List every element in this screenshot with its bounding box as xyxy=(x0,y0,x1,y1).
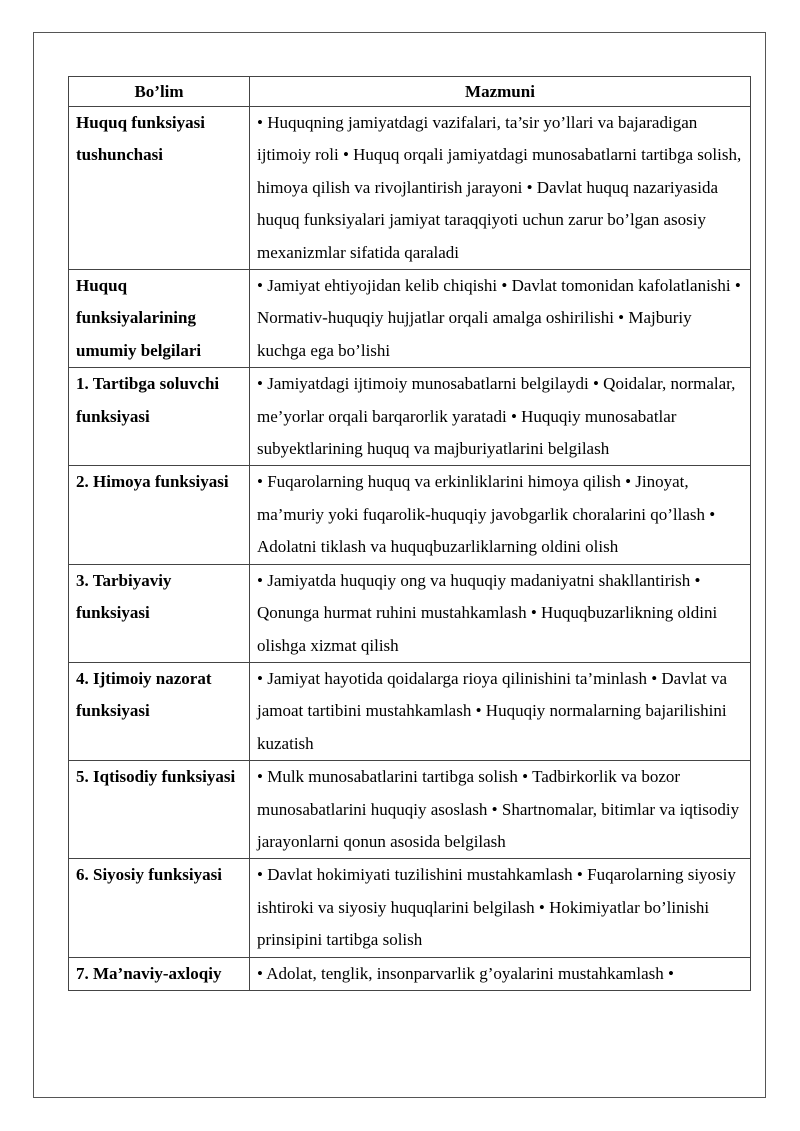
row-section-label: 4. Ijtimoiy nazorat funksiyasi xyxy=(69,662,250,760)
row-content-text: • Mulk munosabatlarini tartibga solish • Tadbirkorlik va bozor munosabatlarini huquqiy asoslash • Shartnomalar, bitimlar va iqtisodiy jarayonlarni qonun asosida belgilash xyxy=(250,761,751,859)
row-content-text: • Davlat hokimiyati tuzilishini mustahkamlash • Fuqarolarning siyosiy ishtiroki va siyosiy huquqlarini belgilash • Hokimiyatlar bo’linishi prinsipini tartibga solish xyxy=(250,859,751,957)
column-header-section: Bo’lim xyxy=(69,77,250,107)
row-section-label: Huquq funksiyasi tushunchasi xyxy=(69,107,250,270)
row-content-text: • Jamiyat hayotida qoidalarga rioya qilinishini ta’minlash • Davlat va jamoat tartibini mustahkamlash • Huquqiy normalarning bajarilishini kuzatish xyxy=(250,662,751,760)
row-section-label: 5. Iqtisodiy funksiyasi xyxy=(69,761,250,859)
table-header-row xyxy=(69,77,751,107)
table-row xyxy=(69,662,751,760)
table-row xyxy=(69,368,751,466)
functions-table xyxy=(68,76,751,991)
table-row xyxy=(69,761,751,859)
row-content-text: • Jamiyatdagi ijtimoiy munosabatlarni belgilaydi • Qoidalar, normalar, me’yorlar orqali barqarorlik yaratadi • Huquqiy munosabatlar subyektlarining huquq va majburiyatlarini belgilash xyxy=(250,368,751,466)
row-section-label: 6. Siyosiy funksiyasi xyxy=(69,859,250,957)
row-content-text: • Huquqning jamiyatdagi vazifalari, ta’sir yo’llari va bajaradigan ijtimoiy roli • Huquq orqali jamiyatdagi munosabatlarni tartibga solish, himoya qilish va rivojlantirish jarayoni • Davlat huquq nazariyasida huquq funksiyalari jamiyat taraqqiyoti uchun zarur bo’lgan asosiy mexanizmlar sifatida qaraladi xyxy=(250,107,751,270)
table-row xyxy=(69,466,751,564)
table-row xyxy=(69,564,751,662)
row-section-label: 2. Himoya funksiyasi xyxy=(69,466,250,564)
table-row xyxy=(69,859,751,957)
column-header-content: Mazmuni xyxy=(250,77,751,107)
table-row xyxy=(69,107,751,270)
table-row xyxy=(69,957,751,990)
row-content-text: • Jamiyatda huquqiy ong va huquqiy madaniyatni shakllantirish • Qonunga hurmat ruhini mustahkamlash • Huquqbuzarlikning oldini olishga xizmat qilish xyxy=(250,564,751,662)
row-section-label: 7. Ma’naviy-axloqiy xyxy=(69,957,250,990)
table-row xyxy=(69,270,751,368)
row-section-label: 3. Tarbiyaviy funksiyasi xyxy=(69,564,250,662)
row-content-text: • Fuqarolarning huquq va erkinliklarini himoya qilish • Jinoyat, ma’muriy yoki fuqarolik-huquqiy javobgarlik choralarini qo’llash • Adolatni tiklash va huquqbuzarliklarning oldini olish xyxy=(250,466,751,564)
row-content-text: • Jamiyat ehtiyojidan kelib chiqishi • Davlat tomonidan kafolatlanishi • Normativ-huquqiy hujjatlar orqali amalga oshirilishi • Majburiy kuchga ega bo’lishi xyxy=(250,270,751,368)
row-section-label: Huquq funksiyalarining umumiy belgilari xyxy=(69,270,250,368)
row-section-label: 1. Tartibga soluvchi funksiyasi xyxy=(69,368,250,466)
row-content-text: • Adolat, tenglik, insonparvarlik g’oyalarini mustahkamlash • xyxy=(250,957,751,990)
